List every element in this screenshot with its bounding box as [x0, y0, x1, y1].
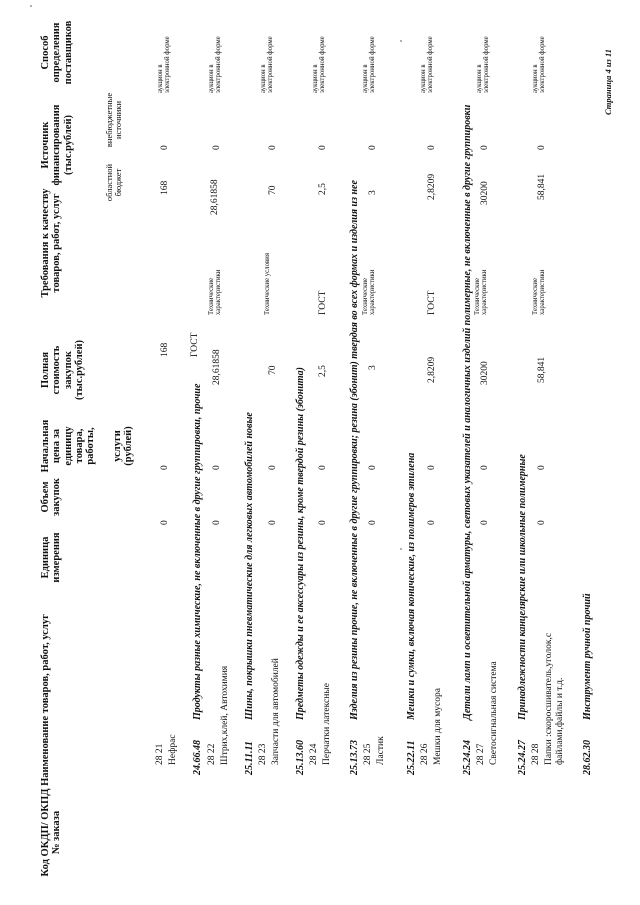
- row-funding-extra: 0: [480, 145, 490, 150]
- group-title: Инструмент ручной прочий: [582, 593, 593, 720]
- row-requirements: ГОСТ: [318, 290, 328, 315]
- row-name: Папки :скоросшиватель,уголок,с: [544, 632, 554, 765]
- group-code: 25.13.73: [349, 740, 360, 775]
- row-price: 0: [537, 465, 547, 470]
- row-volume: 0: [318, 520, 328, 525]
- row-number: 28 24: [309, 743, 319, 765]
- row-total: 168: [160, 342, 170, 357]
- group-code: 25.24.27: [517, 740, 528, 775]
- row-name: Светосигнальная система: [489, 661, 499, 765]
- row-funding-regional: 168: [160, 180, 170, 195]
- group-title: Мешки и сумки, включая конические, из полимеров этилена: [406, 452, 417, 720]
- row-volume: 0: [480, 520, 490, 525]
- row-funding-extra: 0: [537, 145, 547, 150]
- header-unit: Единица измерения: [40, 532, 63, 583]
- row-name: Запчасти для автомобилей: [271, 658, 281, 765]
- row-funding-regional: 28,61858: [210, 179, 220, 215]
- row-total: 58,841: [537, 356, 547, 383]
- row-number: 28 25: [363, 743, 373, 765]
- row-volume: 0: [268, 520, 278, 525]
- row-price: 0: [160, 465, 170, 470]
- row-method: аукцион в электронной форме: [260, 36, 275, 93]
- row-funding-regional: 30200: [480, 181, 490, 205]
- row-total: 30200: [480, 361, 490, 385]
- row-requirements: Технические характеристики: [362, 269, 377, 315]
- row-total: 2,8209: [427, 356, 437, 383]
- row-total: 3: [368, 365, 378, 370]
- row-method: аукцион в электронной форме: [157, 36, 172, 93]
- row-funding-regional: 3: [368, 190, 378, 195]
- group-code: 24.66.48: [192, 740, 203, 775]
- row-method: аукцион в электронной форме: [362, 36, 377, 93]
- group-title: Шины, покрышки пневматические для легковых автомобилей новые: [244, 412, 255, 720]
- row-name: Нефрас: [168, 734, 178, 765]
- row-funding-extra: 0: [268, 145, 278, 150]
- group-code: 25.22.11: [406, 740, 417, 775]
- row-volume: 0: [537, 520, 547, 525]
- row-funding-extra: 0: [212, 145, 222, 150]
- row-requirements: Технические условия: [264, 253, 271, 315]
- row-funding-extra: 0: [427, 145, 437, 150]
- group-title: Изделия из резины прочие, не включенные в другие группировки; резина (эбонит) твердая во всех формах и изделия из нее: [349, 180, 360, 720]
- row-price: 0: [480, 465, 490, 470]
- row-name: Штрих,клей, Автохимия: [220, 665, 230, 765]
- row-method: аукцион в электронной форме: [420, 36, 435, 93]
- header-price: Начальная цена за единицу товара, работы,: [40, 419, 97, 473]
- row-price: 0: [268, 465, 278, 470]
- row-number: 28 23: [258, 743, 268, 765]
- row-number: 28 28: [531, 743, 541, 765]
- row-price: 0: [318, 465, 328, 470]
- row-funding-regional: 2,5: [318, 183, 328, 195]
- group-title: Детали ламп и осветительной арматуры, световых указателей и аналогичных изделий полимерные, не включенные в другие группировки: [462, 104, 473, 720]
- group-title: Продукты разные химические, не включенные в другие группировки, прочие: [192, 383, 203, 720]
- row-name: Мешки для мусора: [433, 688, 443, 765]
- group-code: 25.11.11: [244, 741, 255, 775]
- row-requirements: Технические характеристики: [532, 269, 547, 315]
- header-requirements: Требования к качеству товаров, работ, услуг: [40, 188, 63, 298]
- row-funding-regional: 2,8209: [427, 173, 437, 200]
- row-method: аукцион в электронной форме: [208, 36, 223, 93]
- row-number: 28 22: [207, 743, 217, 765]
- group-code: 25.13.60: [295, 740, 306, 775]
- page-number: Страница 4 из 11: [603, 48, 613, 115]
- header-price-unit: услуги (рублей): [112, 426, 135, 466]
- header-method: Способ определения поставщиков: [40, 20, 74, 85]
- row-total: 70: [268, 365, 278, 375]
- row-name: Ластик: [376, 736, 386, 765]
- row-requirements: ГОСТ: [190, 332, 200, 357]
- header-funding: Источник финансирования (тыс.рублей): [40, 104, 74, 186]
- header-code: Код ОКДП/ ОКПД № заказа: [40, 788, 63, 877]
- row-price: 0: [427, 465, 437, 470]
- group-title: Предметы одежды и ее аксессуары из резины, кроме твердой резины (эбонита): [295, 366, 306, 720]
- row-requirements: Технические характеристики: [208, 269, 223, 315]
- row-funding-extra: 0: [160, 145, 170, 150]
- row-number: 28 21: [155, 743, 165, 765]
- row-funding-regional: 70: [268, 185, 278, 195]
- group-title: Принадлежности канцелярские или школьные полимерные: [517, 454, 528, 720]
- row-name: Перчатки латексные: [322, 683, 332, 765]
- row-requirements: ГОСТ: [427, 290, 437, 315]
- row-funding-extra: 0: [368, 145, 378, 150]
- row-price: 0: [368, 465, 378, 470]
- row-price: 0: [212, 465, 222, 470]
- header-funding-extra: внебюджетные источники: [104, 92, 124, 148]
- row-total: 2,5: [318, 365, 328, 377]
- row-requirements: Технические характеристики: [474, 269, 489, 315]
- header-volume: Объем закупок: [40, 478, 63, 516]
- row-volume: 0: [212, 520, 222, 525]
- row-volume: 0: [368, 520, 378, 525]
- row-method: аукцион в электронной форме: [312, 36, 327, 93]
- group-code: 25.24.24: [462, 740, 473, 775]
- row-name-continued: файлами,файлы и т.д.: [555, 677, 565, 765]
- header-name: Наименование товаров, работ, услуг: [40, 614, 51, 786]
- row-total: 28,61858: [212, 349, 222, 385]
- row-number: 28 27: [476, 743, 486, 765]
- row-method: аукцион в электронной форме: [532, 36, 547, 93]
- row-funding-extra: 0: [318, 145, 328, 150]
- row-method: аукцион в электронной форме: [476, 36, 491, 93]
- header-total: Полная стоимость закупок (тыс.рублей): [40, 339, 85, 401]
- row-number: 28 26: [420, 743, 430, 765]
- row-volume: 0: [427, 520, 437, 525]
- group-code: 28.62.30: [582, 740, 593, 775]
- row-volume: 0: [160, 520, 170, 525]
- header-funding-regional: областной бюджет: [104, 163, 124, 202]
- row-funding-regional: 58,841: [537, 173, 547, 200]
